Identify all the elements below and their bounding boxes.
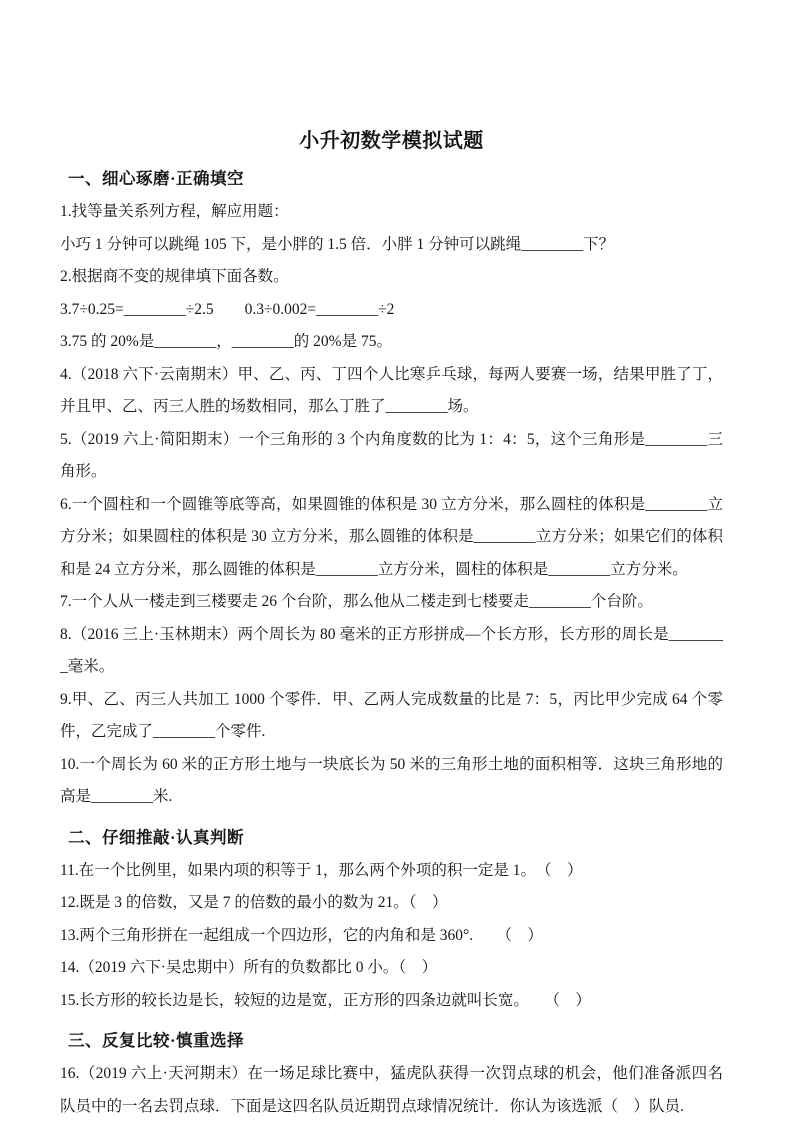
section-fill-in-blanks xyxy=(60,162,723,814)
question-15: 15.长方形的较长边是长，较短的边是宽，正方形的四条边就叫长宽。 （ ） xyxy=(60,991,591,1009)
question-9: 9.甲、乙、丙三人共加工 1000 个零件．甲、乙两人完成数量的比是 7：5，丙比甲少完成 64 个零件，乙完成了________个零件. xyxy=(60,690,723,740)
section-1-heading: 一、细心琢磨·正确填空 xyxy=(68,169,245,188)
question-3: 3.75 的 20%是________，________的 20%是 75。 xyxy=(60,333,392,350)
section-2-heading: 二、仔细推敲·认真判断 xyxy=(68,827,245,847)
question-4: 4.（2018 六下·云南期末）甲、乙、丙、丁四个人比寒乒乓球，每两人要赛一场，结果甲胜了丁，并且甲、乙、丙三人胜的场数相同，那么丁胜了________场。 xyxy=(60,365,723,415)
question-10: 10.一个周长为 60 米的正方形土地与一块底长为 50 米的三角形土地的面积相等．这块三角形地的高是________米. xyxy=(60,755,723,805)
question-8: 8.（2016 三上·玉林期末）两个周长为 80 毫米的正方形拼成—个长方形，长方形的周长是________毫米。 xyxy=(60,625,723,675)
question-1-body: 小巧 1 分钟可以跳绳 105 下，是小胖的 1.5 倍．小胖 1 分钟可以跳绳________下？ xyxy=(60,235,615,253)
section-multiple-choice xyxy=(60,1024,723,1123)
question-5: 5.（2019 六上·简阳期末）一个三角形的 3 个内角度数的比为 1：4：5，这个三角形是________三角形。 xyxy=(60,430,723,480)
question-13: 13.两个三角形拼在一起组成一个四边形，它的内角和是 360°. （ ） xyxy=(60,926,543,944)
question-12: 12.既是 3 的倍数，又是 7 的倍数的最小的数为 21。（ ） xyxy=(60,894,448,911)
question-14: 14.（2019 六下·吴忠期中）所有的负数都比 0 小。（ ） xyxy=(60,959,438,976)
question-1-prompt: 1.找等量关系列方程，解应用题： xyxy=(60,203,289,220)
question-7: 7.一个人从一楼走到三楼要走 26 个台阶，那么他从二楼走到七楼要走________个台阶。 xyxy=(60,593,653,610)
page-title: 小升初数学模拟试题 xyxy=(299,130,484,152)
question-11: 11.在一个比例里，如果内项的积等于 1，那么两个外项的积一定是 1。 （ ） xyxy=(60,861,583,879)
question-16: 16.（2019 六上·天河期末）在一场足球比赛中，猛虎队获得一次罚点球的机会，他们准备派四名队员中的一名去罚点球．下面是这四名队员近期罚点球情况统计．你认为该选派（ ）队员. xyxy=(60,1065,723,1115)
section-true-false xyxy=(60,821,723,1018)
question-2-equations: 3.7÷0.25=________÷2.5 0.3÷0.002=________÷2 xyxy=(60,300,395,318)
question-2-prompt: 2.根据商不变的规律填下面各数。 xyxy=(60,268,289,285)
question-6: 6.一个圆柱和一个圆锥等底等高，如果圆锥的体积是 30 立方分米，那么圆柱的体积是________立方分米；如果圆柱的体积是 30 立方分米，那么圆锥的体积是________立方分米；如果它们的体积和是 24 立方分米，那么圆锥的体积是________立方分米，圆柱的体积是________立方分米。 xyxy=(60,495,723,578)
section-3-heading: 三、反复比较·慎重选择 xyxy=(68,1031,245,1050)
